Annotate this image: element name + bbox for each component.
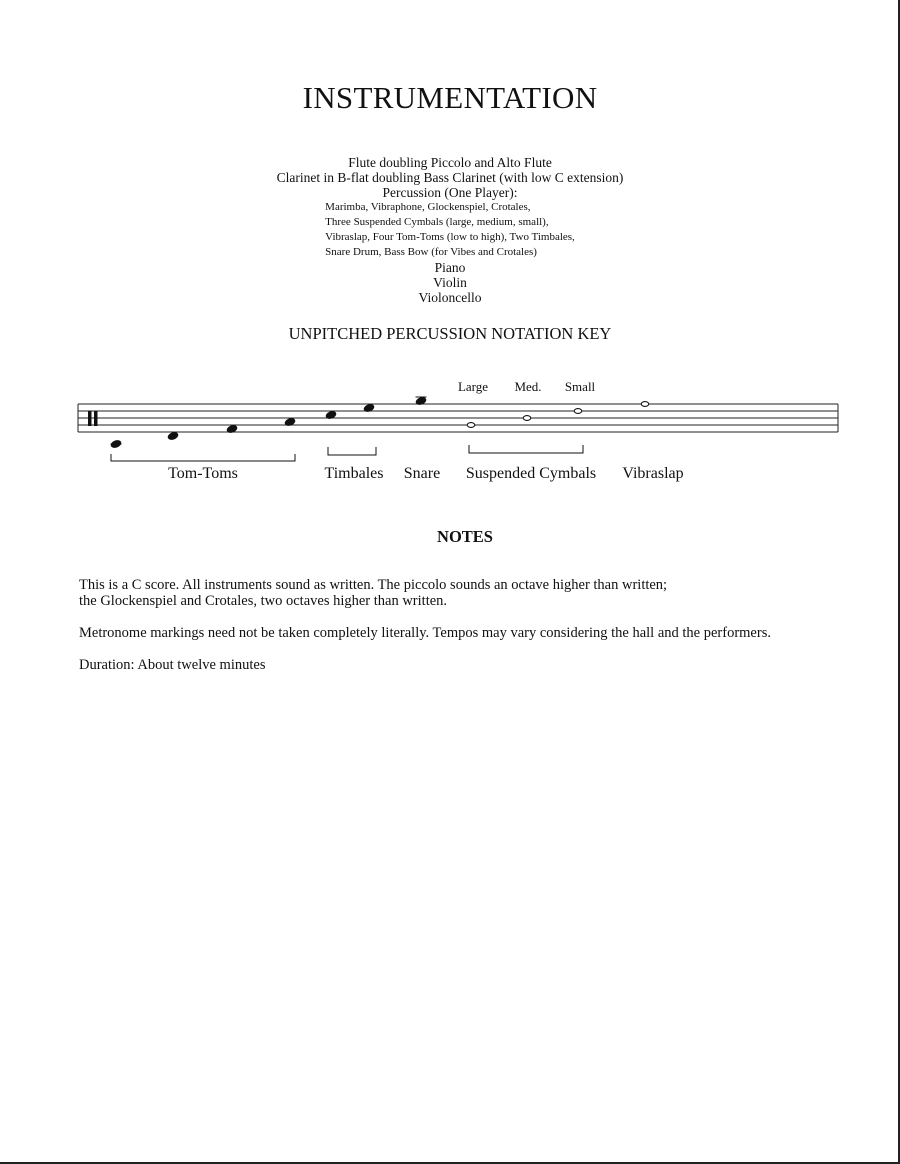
percussion-item: Vibraslap, Four Tom-Toms (low to high), Two Timbales, bbox=[325, 231, 575, 243]
notes-paragraph-3: Duration: About twelve minutes bbox=[79, 657, 266, 673]
bracket-cymbals bbox=[469, 445, 583, 453]
group-label-tom-toms: Tom-Toms bbox=[168, 465, 238, 482]
percussion-item: Three Suspended Cymbals (large, medium, small), bbox=[325, 216, 549, 228]
notes-paragraph-2: Metronome markings need not be taken completely literally. Tempos may vary considering the hall and the performers. bbox=[79, 625, 771, 641]
instrument-violin: Violin bbox=[433, 275, 467, 290]
notation-key-heading: UNPITCHED PERCUSSION NOTATION KEY bbox=[288, 324, 612, 343]
notation-key-staff bbox=[0, 360, 900, 490]
instrument-percussion: Percussion (One Player): bbox=[382, 185, 518, 200]
diamond-notes bbox=[467, 402, 649, 428]
size-label-large: Large bbox=[457, 379, 489, 394]
instrumentation-list bbox=[0, 155, 900, 305]
instrument-clarinet: Clarinet in B-flat doubling Bass Clarinet (with low C extension) bbox=[276, 170, 624, 185]
staff-lines bbox=[78, 404, 838, 432]
instrument-violoncello: Violoncello bbox=[418, 290, 482, 305]
note-cymbal-large bbox=[467, 423, 475, 428]
percussion-sublist bbox=[325, 200, 575, 260]
group-brackets bbox=[111, 445, 583, 461]
group-label-timbales: Timbales bbox=[324, 465, 384, 482]
size-label-med: Med. bbox=[514, 379, 542, 394]
group-label-suspended-cymbals: Suspended Cymbals bbox=[465, 465, 597, 482]
bracket-timbales bbox=[328, 447, 376, 455]
page-title: INSTRUMENTATION bbox=[302, 80, 598, 115]
group-label-snare: Snare bbox=[403, 465, 441, 482]
percussion-item: Snare Drum, Bass Bow (for Vibes and Crotales) bbox=[325, 246, 537, 258]
notes-p1-line2: the Glockenspiel and Crotales, two octaves higher than written. bbox=[79, 593, 448, 609]
note-vibraslap bbox=[641, 402, 649, 407]
notes-p1-line1: This is a C score. All instruments sound as written. The piccolo sounds an octave higher than written; bbox=[79, 577, 668, 593]
group-label-vibraslap: Vibraslap bbox=[622, 465, 684, 482]
notes-body bbox=[79, 577, 869, 689]
percussion-item: Marimba, Vibraphone, Glockenspiel, Crotales, bbox=[325, 201, 531, 213]
instrument-piano: Piano bbox=[434, 260, 466, 275]
note-cymbal-med bbox=[523, 416, 531, 421]
notes-paragraph-1 bbox=[79, 577, 869, 609]
notes-heading: NOTES bbox=[437, 527, 493, 546]
note-cymbal-small bbox=[574, 409, 582, 414]
bracket-tom-toms bbox=[111, 454, 295, 461]
instrument-flute: Flute doubling Piccolo and Alto Flute bbox=[348, 155, 552, 170]
size-label-small: Small bbox=[564, 379, 596, 394]
